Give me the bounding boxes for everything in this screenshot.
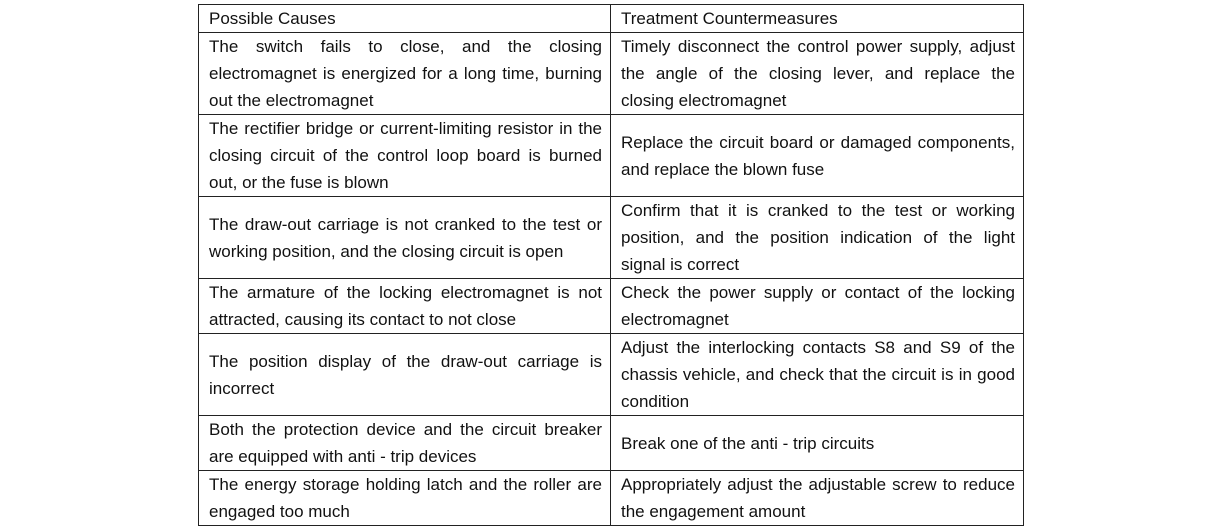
table-row [199, 471, 1024, 526]
table-row [199, 197, 1024, 279]
treatment-cell: Replace the circuit board or damaged components, and replace the blown fuse [611, 115, 1024, 197]
header-treatment-countermeasures: Treatment Countermeasures [611, 5, 1024, 33]
treatment-cell: Confirm that it is cranked to the test or working position, and the position indication of the light signal is correct [611, 197, 1024, 279]
fault-treatment-table [198, 4, 1024, 526]
cause-cell: The switch fails to close, and the closing electromagnet is energized for a long time, burning out the electromagnet [199, 33, 611, 115]
table-row [199, 334, 1024, 416]
cause-cell: Both the protection device and the circuit breaker are equipped with anti - trip devices [199, 416, 611, 471]
table-row [199, 416, 1024, 471]
cause-cell: The draw-out carriage is not cranked to the test or working position, and the closing circuit is open [199, 197, 611, 279]
treatment-cell: Check the power supply or contact of the locking electromagnet [611, 279, 1024, 334]
treatment-cell: Timely disconnect the control power supply, adjust the angle of the closing lever, and replace the closing electromagnet [611, 33, 1024, 115]
table-header-row [199, 5, 1024, 33]
table-row [199, 279, 1024, 334]
treatment-cell: Appropriately adjust the adjustable screw to reduce the engagement amount [611, 471, 1024, 526]
header-possible-causes: Possible Causes [199, 5, 611, 33]
table-row [199, 115, 1024, 197]
cause-cell: The position display of the draw-out carriage is incorrect [199, 334, 611, 416]
cause-cell: The rectifier bridge or current-limiting resistor in the closing circuit of the control loop board is burned out, or the fuse is blown [199, 115, 611, 197]
cause-cell: The armature of the locking electromagnet is not attracted, causing its contact to not close [199, 279, 611, 334]
table-row [199, 33, 1024, 115]
treatment-cell: Adjust the interlocking contacts S8 and S9 of the chassis vehicle, and check that the circuit is in good condition [611, 334, 1024, 416]
cause-cell: The energy storage holding latch and the roller are engaged too much [199, 471, 611, 526]
treatment-cell: Break one of the anti - trip circuits [611, 416, 1024, 471]
